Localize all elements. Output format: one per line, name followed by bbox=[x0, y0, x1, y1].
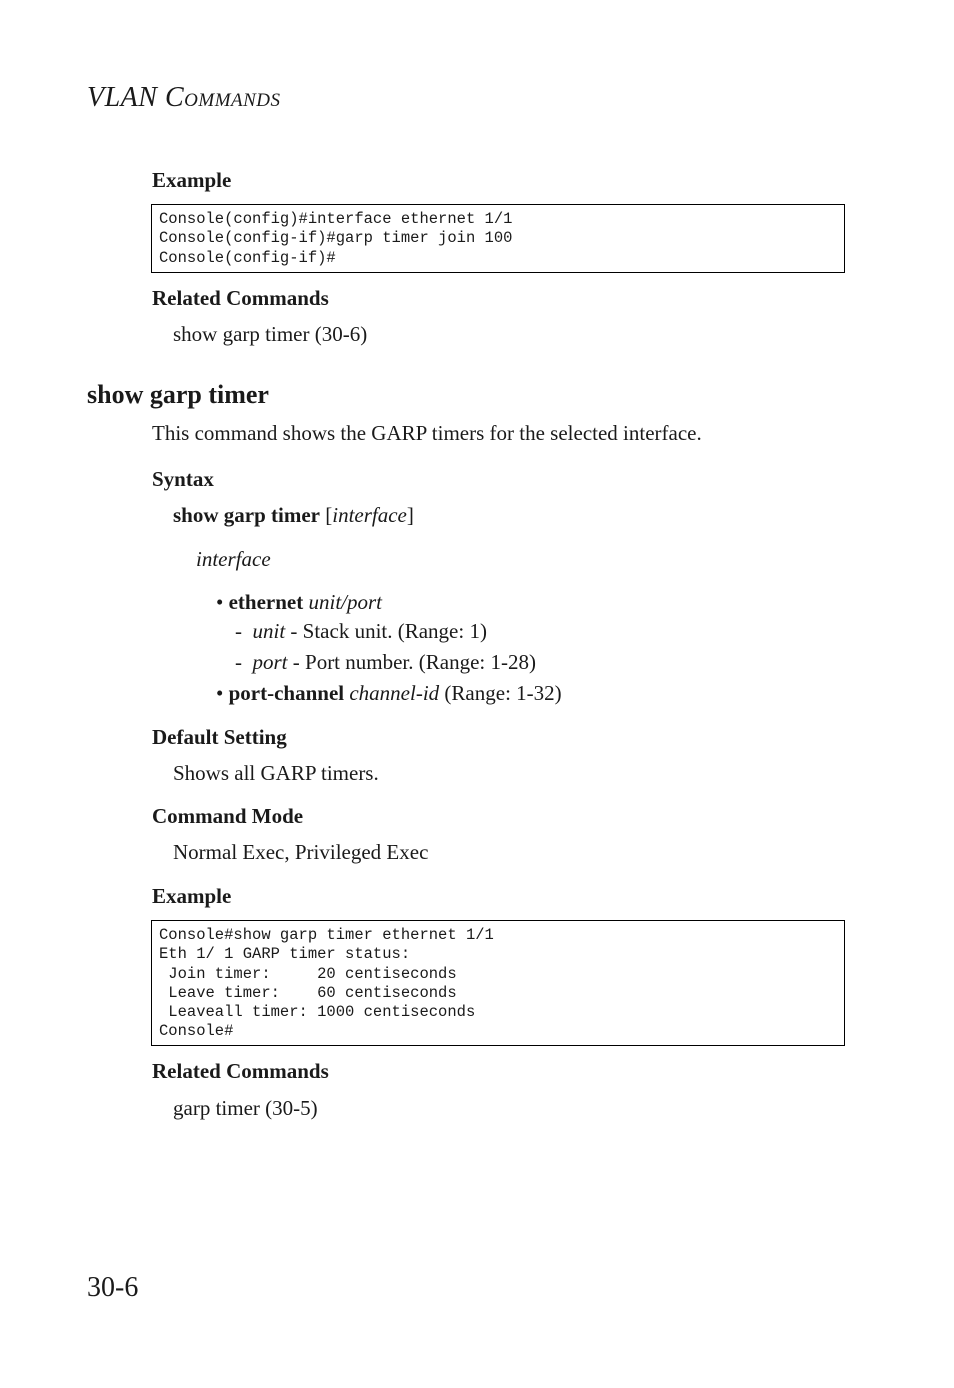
page-number: 30-6 bbox=[87, 1272, 139, 1303]
syntax-command: show garp timer bbox=[173, 503, 320, 527]
running-head-smallcaps: OMMANDS bbox=[184, 90, 281, 111]
sub-item-name: unit bbox=[252, 619, 286, 643]
bullet-args: unit/port bbox=[308, 590, 383, 614]
related-commands-text-2: garp timer (30-5) bbox=[173, 1096, 318, 1120]
code-line: Leave timer: 60 centiseconds bbox=[159, 983, 457, 1002]
code-line: Console#show garp timer ethernet 1/1 bbox=[159, 926, 494, 944]
code-line: Join timer: 20 centiseconds bbox=[159, 964, 457, 983]
example-heading-1: Example bbox=[152, 168, 232, 192]
bullet-port-channel bbox=[216, 681, 562, 706]
bullet: • bbox=[216, 681, 224, 705]
default-setting-heading: Default Setting bbox=[152, 725, 287, 749]
code-line: Eth 1/ 1 GARP timer status: bbox=[159, 945, 411, 964]
example-heading-2: Example bbox=[152, 884, 232, 908]
code-line: Console# bbox=[159, 1022, 234, 1041]
dash: - bbox=[235, 619, 242, 643]
code-line: Console(config-if)#garp timer join 100 bbox=[159, 229, 513, 248]
running-head bbox=[87, 82, 281, 114]
related-commands-heading-2: Related Commands bbox=[152, 1059, 329, 1083]
default-setting-text: Shows all GARP timers. bbox=[173, 761, 379, 785]
bullet-keyword: ethernet bbox=[228, 590, 304, 614]
sub-item-unit bbox=[235, 619, 487, 644]
dash: - bbox=[235, 650, 242, 674]
syntax-heading: Syntax bbox=[152, 467, 214, 491]
syntax-line bbox=[173, 503, 414, 528]
sub-item-name: port bbox=[252, 650, 288, 674]
related-commands-heading-1: Related Commands bbox=[152, 286, 329, 310]
bullet: • bbox=[216, 590, 224, 614]
code-line: Console(config)#interface ethernet 1/1 bbox=[159, 210, 513, 228]
related-commands-text-1: show garp timer (30-6) bbox=[173, 322, 368, 346]
param-label: interface bbox=[196, 547, 271, 571]
command-mode-heading: Command Mode bbox=[152, 804, 304, 828]
section-title: show garp timer bbox=[87, 380, 269, 409]
bullet-args: channel-id bbox=[349, 681, 440, 705]
bullet-keyword: port-channel bbox=[228, 681, 345, 705]
code-line: Console(config-if)# bbox=[159, 248, 336, 267]
code-example-2 bbox=[151, 920, 845, 1046]
sub-item-desc: - Port number. (Range: 1-28) bbox=[287, 650, 536, 674]
syntax-close-bracket: ] bbox=[406, 503, 414, 527]
sub-item-desc: - Stack unit. (Range: 1) bbox=[285, 619, 487, 643]
bullet-range: (Range: 1-32) bbox=[439, 681, 562, 705]
bullet-ethernet bbox=[216, 590, 382, 615]
code-example-1 bbox=[151, 204, 845, 273]
syntax-param: interface bbox=[332, 503, 407, 527]
syntax-open-bracket: [ bbox=[319, 503, 333, 527]
section-description: This command shows the GARP timers for the selected interface. bbox=[152, 421, 702, 445]
command-mode-text: Normal Exec, Privileged Exec bbox=[173, 840, 429, 864]
sub-item-port bbox=[235, 650, 536, 675]
code-line: Leaveall timer: 1000 centiseconds bbox=[159, 1003, 476, 1022]
running-head-main: VLAN C bbox=[87, 82, 185, 113]
